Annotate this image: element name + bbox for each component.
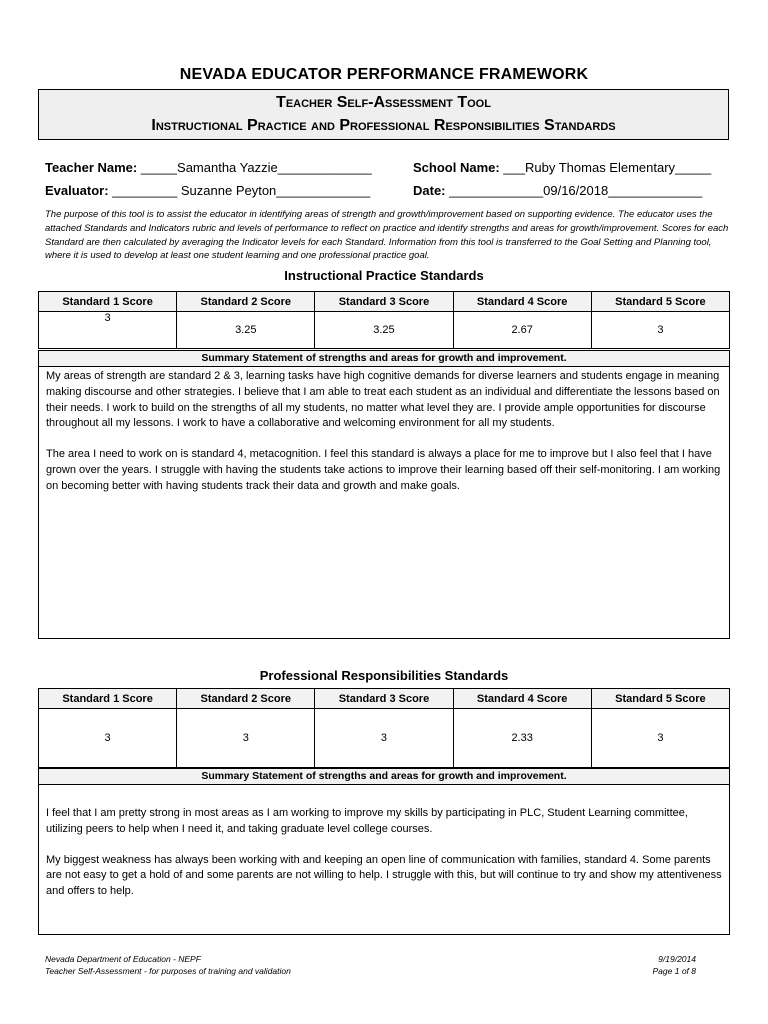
document-title: NEVADA EDUCATOR PERFORMANCE FRAMEWORK xyxy=(179,66,589,83)
instructional-summary-box xyxy=(38,367,730,639)
table-header: Standard 3 Score xyxy=(315,292,453,312)
date-field xyxy=(413,183,702,198)
professional-summary-box xyxy=(38,785,730,935)
evaluator-field xyxy=(45,183,370,198)
school-name-label: School Name: xyxy=(413,160,500,175)
score-cell: 3 xyxy=(591,312,729,349)
score-cell: 3 xyxy=(39,312,177,349)
school-name-field xyxy=(413,160,711,175)
tool-title: Teacher Self-Assessment Tool xyxy=(276,94,491,111)
table-header: Standard 1 Score xyxy=(39,292,177,312)
score-cell: 2.33 xyxy=(453,709,591,768)
teacher-name-label: Teacher Name: xyxy=(45,160,138,175)
date-value: _____________09/16/2018_____________ xyxy=(449,183,703,198)
footer-tool-note: Teacher Self-Assessment - for purposes of training and validation xyxy=(45,966,291,976)
score-cell: 3 xyxy=(591,709,729,768)
instructional-section-title: Instructional Practice Standards xyxy=(284,268,484,283)
date-label: Date: xyxy=(413,183,446,198)
table-header: Standard 5 Score xyxy=(591,689,729,709)
score-cell: 3.25 xyxy=(315,312,453,349)
footer-department: Nevada Department of Education - NEPF xyxy=(45,954,201,964)
table-header: Standard 3 Score xyxy=(315,689,453,709)
school-name-value: ___Ruby Thomas Elementary_____ xyxy=(503,160,712,175)
professional-scores-table xyxy=(38,688,730,768)
table-header: Standard 2 Score xyxy=(177,689,315,709)
footer-left xyxy=(45,953,291,977)
score-cell: 3 xyxy=(177,709,315,768)
score-cell: 3 xyxy=(39,709,177,768)
evaluator-label: Evaluator: xyxy=(45,183,109,198)
table-header: Standard 1 Score xyxy=(39,689,177,709)
evaluator-value: _________ Suzanne Peyton_____________ xyxy=(112,183,371,198)
summary-paragraph: My biggest weakness has always been working with and keeping an open line of communication with families, standard 4. Some parents are not easy to get a hold of and some parents are not willing to help. I struggle with this, but will continue to try and show my attentiveness and offers to help. xyxy=(46,853,722,898)
table-header: Standard 4 Score xyxy=(453,292,591,312)
title-banner xyxy=(38,89,729,140)
table-header-row xyxy=(39,292,730,312)
table-row xyxy=(39,709,730,768)
professional-summary-heading: Summary Statement of strengths and areas for growth and improvement. xyxy=(38,768,730,785)
purpose-text: The purpose of this tool is to assist the educator in identifying areas of strength and growth/improvement based on supporting evidence. The educator uses the attached Standards and Indicators rubric and levels of performance to reflect on practice and identify strengths and areas for growth/improvement. Scores for each Standard are then calculated by averaging the Indicator levels for each Standard. Information from this tool is transferred to the Goal Setting and Planning tool, where it is used to develop at least one student learning and one professional practice goal. xyxy=(45,209,729,262)
footer-right xyxy=(653,953,696,977)
footer-page-number: Page 1 of 8 xyxy=(652,966,696,976)
table-row xyxy=(39,312,730,349)
summary-paragraph: The area I need to work on is standard 4, metacognition. I feel this standard is always a place for me to improve but I also feel that I have grown over the years. I struggle with having the students take actions to improve their learning based off their self-monitoring. I am working on becoming better with having students track their data and growth and make goals. xyxy=(46,448,721,492)
table-header-row xyxy=(39,689,730,709)
summary-paragraph: My areas of strength are standard 2 & 3, learning tasks have high cognitive demands for diverse learners and students engage in meaning making discourse and other strategies. I believe that I am able to treat each student as an individual and differentiate the lessons based on their needs. I work to build on the strengths of all my students, no matter what level they are. I provide ample opportunities for discourse throughout all my lessons. I work to have a collaborative and welcoming environment for all my students. xyxy=(46,370,720,430)
summary-paragraph: I feel that I am pretty strong in most areas as I am working to improve my skills by participating in PLC, Student Learning committee, utilizing peers to help when I need it, and taking graduate level college courses. xyxy=(46,807,688,835)
tool-subtitle: Instructional Practice and Professional Responsibilities Standards xyxy=(151,117,616,134)
table-header: Standard 4 Score xyxy=(453,689,591,709)
table-header: Standard 5 Score xyxy=(591,292,729,312)
score-cell: 2.67 xyxy=(453,312,591,349)
score-cell: 3.25 xyxy=(177,312,315,349)
instructional-summary-heading: Summary Statement of strengths and areas for growth and improvement. xyxy=(38,350,730,367)
table-header: Standard 2 Score xyxy=(177,292,315,312)
instructional-scores-table xyxy=(38,291,730,349)
score-cell: 3 xyxy=(315,709,453,768)
footer-date: 9/19/2014 xyxy=(658,954,696,964)
teacher-name-value: _____Samantha Yazzie_____________ xyxy=(140,160,372,175)
professional-section-title: Professional Responsibilities Standards xyxy=(259,668,509,683)
teacher-name-field xyxy=(45,160,372,175)
